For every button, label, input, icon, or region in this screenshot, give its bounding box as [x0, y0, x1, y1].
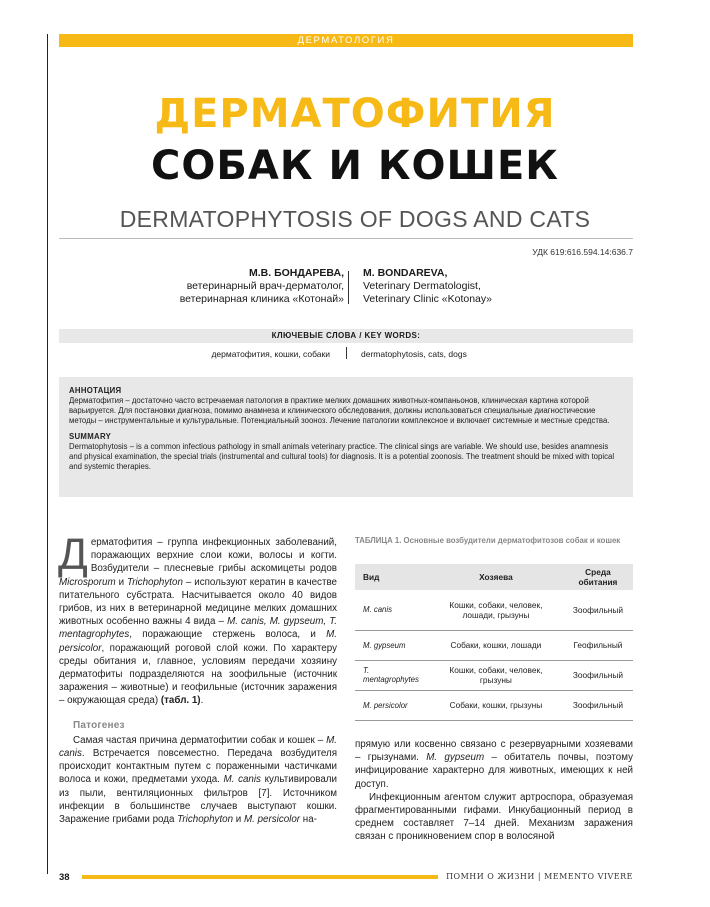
author-ru-clinic: ветеринарная клиника «Котонай» — [179, 293, 344, 305]
text-run: культивировали из пыли, вентиляционных фильтров [7]. Источником инфекции в большинстве случаев выступают кошки. Заражение грибами рода — [59, 774, 337, 826]
table-row — [355, 590, 633, 630]
drop-cap: Д — [58, 530, 88, 579]
author-ru-name: М.В. БОНДАРЕВА, — [248, 267, 344, 279]
text-run: Самая частая причина дерматофитии собак и кошек – — [73, 734, 327, 746]
col-species: Вид — [355, 564, 429, 590]
table-row — [355, 690, 633, 720]
paragraph-pathogenesis — [59, 734, 337, 826]
species-name: M. gypseum — [426, 752, 485, 764]
table-row — [355, 660, 633, 690]
abstract-block — [59, 377, 633, 497]
body-column-right — [355, 738, 633, 844]
cell-species: T. mentagrophytes — [355, 660, 429, 690]
cell-hosts: Собаки, кошки, грызуны — [429, 690, 563, 720]
text-run: , поражающий роговой слой кожи. По характеру среды обитания и, главное, условиям передачи хозяину дерматофиты подразделяются на зоофильные (источник заражения – животные) и геофильные (источник заражения – окружающая среда) — [59, 642, 337, 707]
text-run: и — [115, 576, 127, 588]
abstract-text: Дерматофития – достаточно часто встречаемая патология в практике мелких домашних животных-компаньонов, клиническая картина которой варьируется. Для постановки диагноза, помимо анамнеза и клинического обследования, должны использоваться специальные диагностические методы – инструментальные и культуральные. Потенциальный зооноз. Лечение патологии комплексное и включает системные и местные средства. — [69, 396, 610, 425]
cell-hosts: Кошки, собаки, человек, грызуны — [429, 660, 563, 690]
text-run: на- — [300, 814, 317, 826]
abstract-title: АННОТАЦИЯ — [69, 386, 122, 395]
keywords-ru: дерматофития, кошки, собаки — [211, 349, 330, 359]
genus-name: Trichophyton — [126, 576, 183, 588]
summary-text: Dermatophytosis – is a common infectious pathology in small animals veterinary practice. The clinical sings are variable. We should use, besides anamnesis and physical examination, the special trials (instrumental and cultural tools) for diagnosis. It is a potential zoonosis. The treatment should be mixed with topical and systemic therapies. — [69, 442, 615, 471]
cell-species: M. persicolor — [355, 690, 429, 720]
cell-species: M. canis — [355, 590, 429, 630]
genus-name: Microsporum — [59, 576, 116, 588]
summary-title: SUMMARY — [69, 432, 112, 441]
author-ru — [180, 267, 344, 306]
cell-hosts: Кошки, собаки, человек, лошади, грызуны — [429, 590, 563, 630]
text-run: . Встречается повсеместно. Передача возбудителя происходит контактным путем с пораженными частичками волоса и кожи, предметами ухода. — [59, 748, 337, 786]
cell-species: M. gypseum — [355, 630, 429, 660]
cell-habitat: Зоофильный — [563, 660, 633, 690]
col-hosts: Хозяева — [429, 564, 563, 590]
table-caption: ТАБЛИЦА 1. Основные возбудители дерматофитозов собак и кошек — [355, 536, 621, 545]
footer-accent-bar — [82, 875, 438, 879]
text-run: – используют кератин в качестве питательного субстрата. Насчитывается около 40 видов грибов, из них в ветеринарной медицине мелких домашних животных особенно важны 4 вида – — [59, 576, 337, 628]
text-run: . — [200, 695, 204, 707]
table-row — [355, 630, 633, 660]
keywords-title: КЛЮЧЕВЫЕ СЛОВА / KEY WORDS: — [59, 329, 633, 343]
cell-habitat: Зоофильный — [563, 690, 633, 720]
text-run: прямую или косвенно связано с резервуарными хозяевами – грызунами. — [355, 739, 633, 764]
author-en-position: Veterinary Dermatologist, — [363, 280, 481, 292]
table-reference: (табл. 1) — [160, 695, 201, 707]
author-separator — [348, 271, 349, 304]
species-names: M. canis, M. gypseum, T. mentagrophytes — [59, 616, 338, 641]
paragraph-infection-agent: Инфекционным агентом служит артроспора, образуемая фрагментированными гифами. Инкубационный период в среднем составляет 7–14 дней. Механизм заражения связан с проникновением спор в волосяной — [355, 791, 633, 843]
cell-hosts: Собаки, кошки, лошади — [429, 630, 563, 660]
cell-habitat: Геофильный — [563, 630, 633, 660]
pathogens-table — [355, 564, 633, 721]
author-en — [363, 267, 492, 306]
col-habitat: Среда обитания — [563, 564, 633, 590]
keywords-en: dermatophytosis, cats, dogs — [361, 349, 467, 359]
title-ru-line1: ДЕРМАТОФИТИЯ — [154, 91, 556, 137]
paragraph-continued — [355, 738, 633, 791]
text-run: – обитатель почвы, поэтому инфицирование характерно для животных, имеющих к ней доступ. — [355, 752, 634, 790]
table-header-row — [355, 564, 633, 590]
species-name: M. canis — [223, 774, 261, 786]
title-en: DERMATOPHYTOSIS OF DOGS AND CATS — [119, 206, 591, 232]
author-ru-position: ветеринарный врач-дерматолог, — [186, 280, 344, 292]
cell-habitat: Зоофильный — [563, 590, 633, 630]
keywords-separator — [346, 347, 347, 359]
title-ru-line2: СОБАК И КОШЕК — [151, 143, 559, 189]
text-run: ерматофития – группа инфекционных заболеваний, поражающих верхние слои кожи, волосы и когти. Возбудители – плесневые грибы аскомицеты родов — [90, 537, 337, 575]
section-header-bar: ДЕРМАТОЛОГИЯ — [59, 34, 633, 47]
author-en-name: M. BONDAREVA, — [363, 267, 448, 279]
journal-name: ПОМНИ О ЖИЗНИ | MEMENTO VIVERE — [446, 872, 633, 881]
udk-code: УДК 619:616.594.14:636.7 — [532, 247, 633, 257]
author-en-clinic: Veterinary Clinic «Kotonay» — [363, 293, 492, 305]
text-run: и — [233, 814, 244, 826]
genus-name: Trichophyton — [177, 814, 234, 826]
page-number: 38 — [59, 872, 70, 883]
text-run: , поражающие стержень волоса, и — [129, 629, 327, 641]
species-name: M. persicolor — [59, 629, 337, 654]
title-divider — [59, 238, 633, 239]
species-name: M. persicolor — [243, 814, 301, 826]
species-name: M. canis — [59, 734, 337, 760]
paragraph-intro — [58, 530, 338, 708]
body-column-left — [58, 530, 338, 826]
subheading-pathogenesis: Патогенез — [73, 719, 125, 731]
